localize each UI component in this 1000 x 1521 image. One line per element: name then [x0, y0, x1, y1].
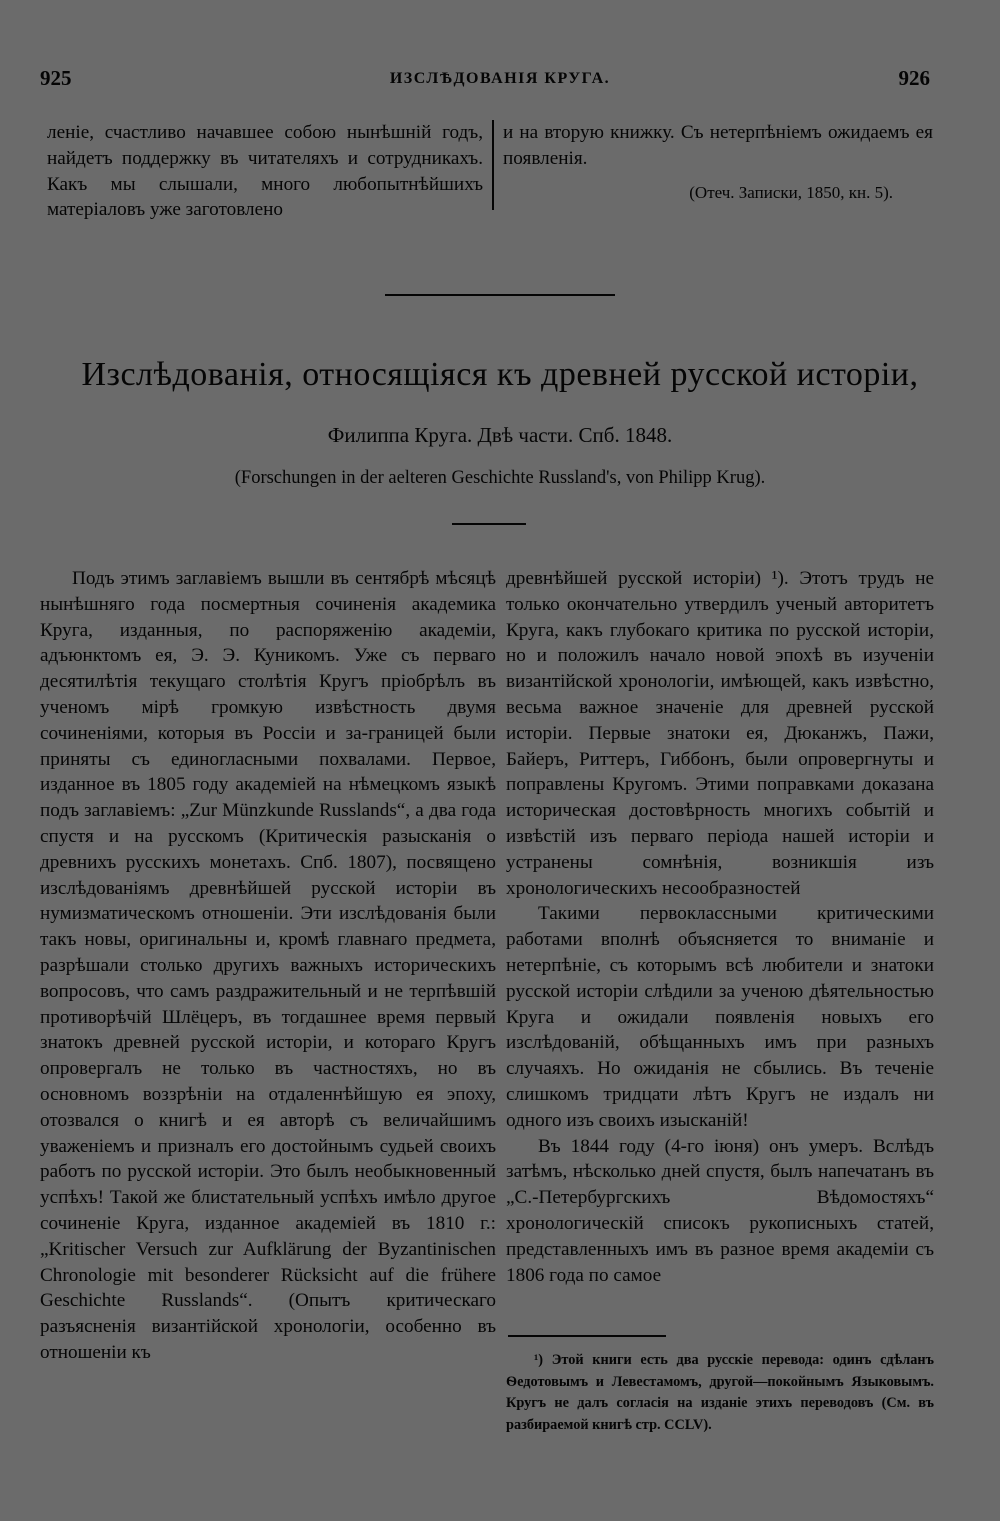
footnote-marker: ¹) [534, 1352, 544, 1368]
footnote-rule [508, 1335, 666, 1337]
body-paragraph: Такими первоклассными критическими работами вполнѣ объясняется то вниманіе и нетерпѣніе, съ которымъ всѣ любители и знатоки русской исторіи слѣдили за ученою дѣятельностью Круга и ожидали появленія новыхъ его изслѣдованій, обѣщанныхъ имъ при разныхъ случаяхъ. Но ожиданія не сбылись. Въ теченіе слишкомъ тридцати лѣтъ Кругъ не издалъ ни одного изъ своихъ изысканій! [506, 903, 934, 1131]
top-right-column [503, 120, 933, 205]
article-subtitle-german: (Forschungen in der aelteren Geschichte Russland's, von Philipp Krug). [234, 468, 766, 488]
body-left-column [40, 566, 496, 1366]
body-paragraph: Подъ этимъ заглавіемъ вышли въ сентябрѣ мѣсяцѣ нынѣшняго года посмертныя сочиненія академика Круга, изданныя, по распоряженію академіи, адъюнктомъ ея, Э. Э. Куникомъ. Уже съ перваго десятилѣтія текущаго столѣтія Кругъ пріобрѣлъ въ ученомъ мірѣ громкую извѣстность двумя сочиненіями, которыя въ Россіи и за-границей были приняты съ единогласными похвалами. Первое, изданное въ 1805 году академіей на нѣмецкомъ языкѣ подъ заглавіемъ: „Zur Münzkunde Russlands“, а два года спустя и на русскомъ (Критическія разысканія о древнихъ русскихъ монетахъ. Спб. 1807), посвящено изслѣдованіямъ древнѣйшей русской исторіи въ нумизматическомъ отношеніи. Эти изслѣдованія были такъ новы, оригинальны и, кромѣ главнаго предмета, разрѣшали столько другихъ важныхъ историческихъ вопросовъ, что самъ раздражительный и не терпѣвшій противорѣчій Шлёцеръ, въ тогдашнее время первый знатокъ древней русской исторіи, и котораго Кругъ опровергалъ не только въ частностяхъ, но въ основномъ воззрѣніи на отдаленнѣйшую ея эпоху, отозвался о книгѣ и ея авторѣ съ величайшимъ уваженіемъ и призналъ его достойнымъ судьей своихъ работъ по русской исторіи. Это былъ необыкновенный успѣхъ! Такой же блистательный успѣхъ имѣло другое сочиненіе Круга, изданное академіей въ 1810 г.: „Kritischer Versuch zur Aufklärung der Byzantinischen Chronologie mit besonderer Rücksicht auf die frühere Geschichte Russlands“. (Опытъ критическаго разъясненія византійской хронологіи, особенно въ отношеніи къ [40, 568, 496, 1363]
body-paragraph: Въ 1844 году (4-го іюня) онъ умеръ. Вслѣдъ затѣмъ, нѣсколько дней спустя, былъ напечатанъ въ „С.-Петербургскихъ Вѣдомостяхъ“ хронологическій списокъ рукописныхъ статей, представленныхъ имъ въ разное время академіи съ 1806 года по самое [506, 1135, 934, 1286]
running-title: ИЗСЛѢДОВАНІЯ КРУГА. [389, 70, 611, 87]
body-right-column [506, 566, 934, 1288]
footnote-text: Этой книги есть два русскіе перевода: одинъ сдѣланъ Ѳедотовымъ и Левестамомъ, другой—покойнымъ Языковымъ. Кругъ не далъ согласія на изданіе этихъ переводовъ (См. въ разбираемой книгѣ стр. CCLV). [506, 1352, 934, 1434]
top-left-column [47, 120, 483, 223]
page-number-left: 925 [40, 66, 72, 90]
top-left-paragraph: леніе, счастливо начавшее собою нынѣшній годъ, найдетъ поддержку въ читателяхъ и сотрудникахъ. Какъ мы слышали, много любопытнѣйшихъ матеріаловъ уже заготовлено [47, 122, 483, 221]
title-divider [452, 523, 526, 525]
section-divider [385, 294, 615, 296]
body-paragraph: древнѣйшей русской исторіи) ¹). Этотъ трудъ не только окончательно утвердилъ ученый авторитетъ Круга, какъ глубокаго критика по русской исторіи, но и положилъ начало новой эпохѣ въ изученіи византійской хронологіи, имѣющей, какъ извѣстно, весьма важное значеніе для древней русской исторіи. Первые знатоки ея, Дюканжъ, Пажи, Байеръ, Риттеръ, Гиббонъ, были опровергнуты и поправлены Кругомъ. Этими поправками доказана историческая достовѣрность многихъ событій и извѣстій изъ перваго періода нашей исторіи и устранены сомнѣнія, возникшія изъ хронологическихъ несообразностей [506, 568, 934, 899]
page-number-right: 926 [898, 66, 930, 90]
column-divider [492, 120, 494, 210]
top-right-paragraph: и на вторую книжку. Съ нетерпѣніемъ ожидаемъ ея появленія. [503, 122, 933, 169]
source-citation: (Отеч. Записки, 1850, кн. 5). [689, 182, 893, 202]
article-title: Изслѣдованія, относящіяся къ древней русской исторіи, [81, 356, 919, 393]
footnote [506, 1350, 934, 1437]
article-subtitle: Филиппа Круга. Двѣ части. Спб. 1848. [327, 423, 673, 447]
